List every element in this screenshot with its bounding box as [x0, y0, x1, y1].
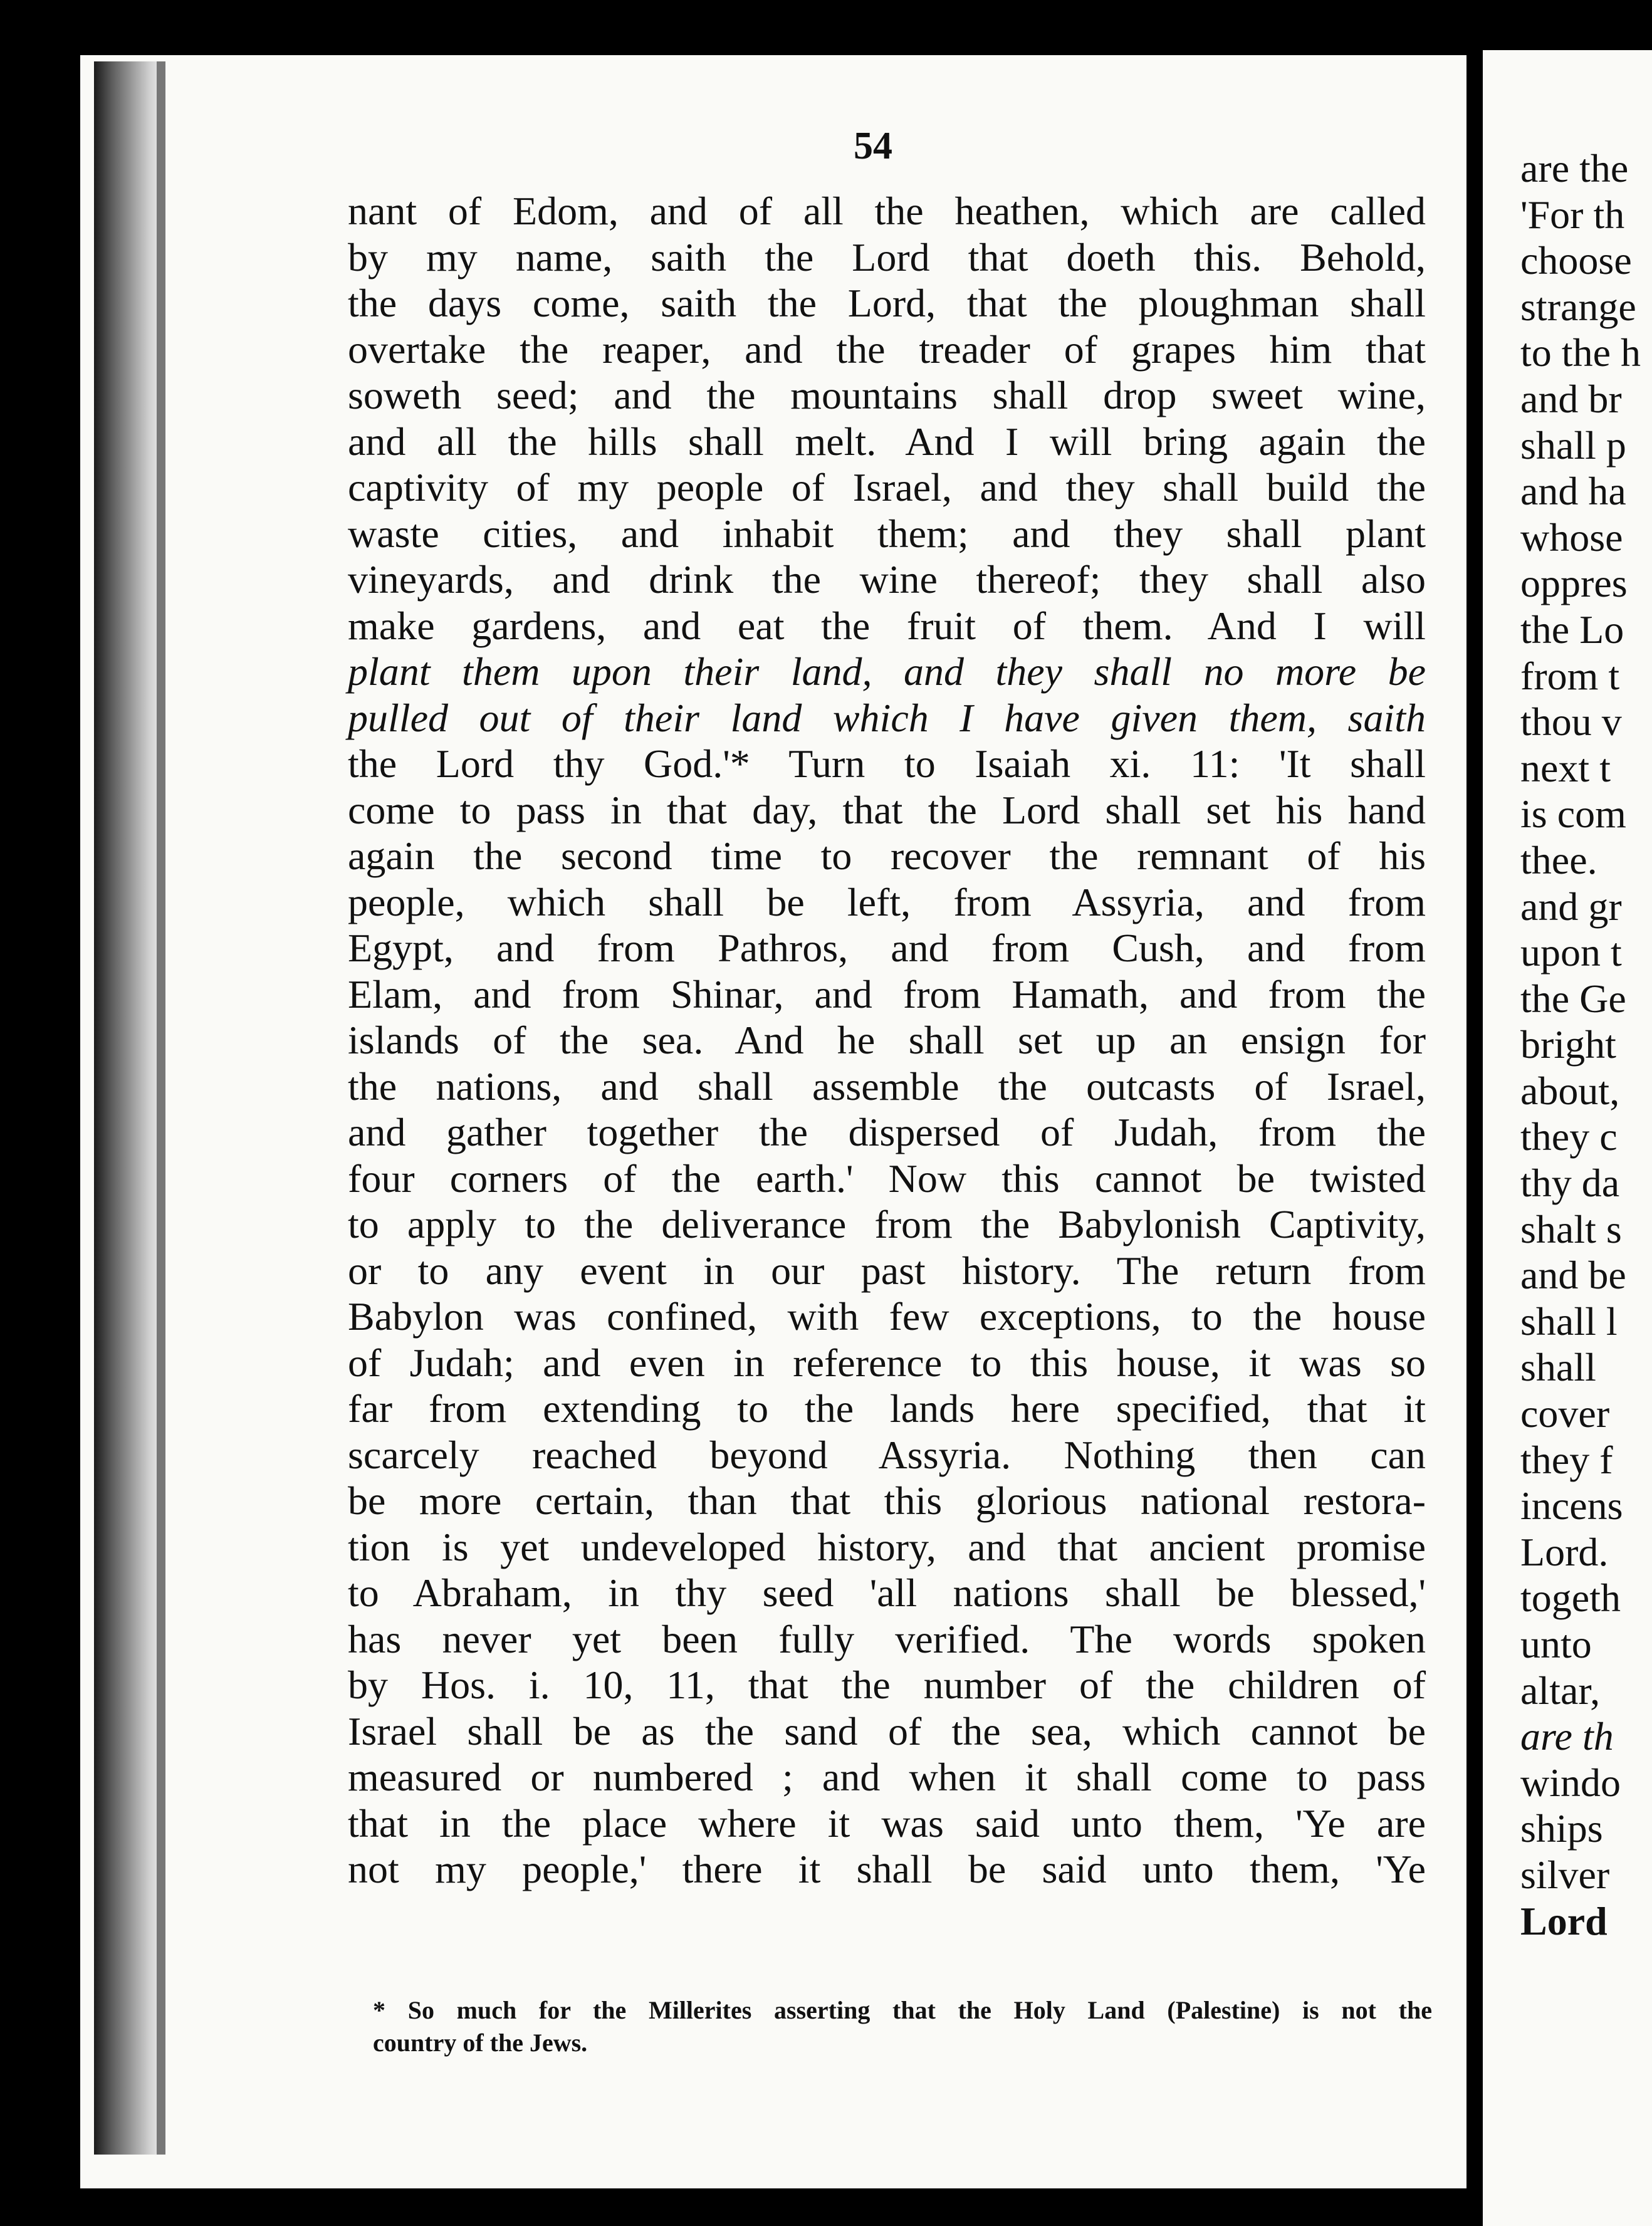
- right-text-line: altar,: [1520, 1668, 1601, 1713]
- right-text-line: thee.: [1520, 837, 1597, 882]
- text-line: vineyards, and drink the wine thereof; they shall also: [348, 557, 1426, 602]
- text-line: people, which shall be left, from Assyria, and from: [348, 879, 1426, 924]
- text-line: not my people,' there it shall be said unto them, 'Ye: [348, 1847, 1426, 1891]
- text-line: scarcely reached beyond Assyria. Nothing then can: [348, 1432, 1426, 1477]
- right-text-line: and be: [1520, 1253, 1626, 1298]
- right-text-line: and gr: [1520, 884, 1622, 929]
- text-line: overtake the reaper, and the treader of grapes him that: [348, 327, 1426, 372]
- text-line: and all the hills shall melt. And I will bring again the: [348, 419, 1426, 464]
- right-text-line: they c: [1520, 1114, 1618, 1159]
- right-page-text: [1520, 145, 1652, 1944]
- text-line: islands of the sea. And he shall set up an ensign for: [348, 1018, 1426, 1062]
- text-line: far from extending to the lands here specified, that it: [348, 1386, 1426, 1431]
- page-edge: [157, 61, 165, 2155]
- text-line: again the second time to recover the remnant of his: [348, 833, 1426, 878]
- right-text-line: upon t: [1520, 930, 1622, 975]
- text-line: Babylon was confined, with few exceptions, to the house: [348, 1294, 1426, 1339]
- text-line: by Hos. i. 10, 11, that the number of the children of: [348, 1663, 1426, 1707]
- text-line: tion is yet undeveloped history, and that ancient promise: [348, 1524, 1426, 1569]
- right-text-line: thy da: [1520, 1161, 1620, 1206]
- right-text-line: togeth: [1520, 1575, 1621, 1621]
- text-line: or to any event in our past history. The return from: [348, 1248, 1426, 1293]
- text-line: Egypt, and from Pathros, and from Cush, and from: [348, 926, 1426, 970]
- right-text-line: thou v: [1520, 699, 1622, 745]
- text-line: plant them upon their land, and they shall no more be: [348, 649, 1426, 694]
- text-line: pulled out of their land which I have given them, saith: [348, 695, 1426, 740]
- right-text-line: Lord: [1520, 1898, 1608, 1943]
- text-line: nant of Edom, and of all the heathen, which are called: [348, 189, 1426, 233]
- text-line: come to pass in that day, that the Lord shall set his hand: [348, 787, 1426, 832]
- text-line: by my name, saith the Lord that doeth this. Behold,: [348, 234, 1426, 280]
- right-text-line: are th: [1520, 1714, 1614, 1759]
- right-text-line: shall: [1520, 1345, 1596, 1390]
- book-fold: [1466, 50, 1483, 2193]
- right-text-line: is com: [1520, 792, 1626, 837]
- text-line: Elam, and from Shinar, and from Hamath, and from the: [348, 971, 1426, 1016]
- right-text-line: shall p: [1520, 422, 1626, 468]
- right-text-line: the Lo: [1520, 607, 1624, 652]
- footnote: [373, 1994, 1432, 2059]
- page-gutter-shadow: [94, 61, 163, 2155]
- right-text-line: Lord.: [1520, 1529, 1609, 1574]
- right-text-line: cover: [1520, 1391, 1610, 1436]
- text-line: to Abraham, in thy seed 'all nations shall be blessed,': [348, 1570, 1426, 1615]
- text-line: waste cities, and inhabit them; and they shall plant: [348, 511, 1426, 556]
- right-text-line: and ha: [1520, 469, 1626, 514]
- right-text-line: next t: [1520, 745, 1611, 790]
- text-line: has never yet been fully verified. The words spoken: [348, 1616, 1426, 1661]
- right-text-line: bright: [1520, 1022, 1616, 1067]
- text-line: four corners of the earth.' Now this cannot be twisted: [348, 1156, 1426, 1201]
- right-text-line: oppres: [1520, 561, 1628, 606]
- right-text-line: ships: [1520, 1806, 1603, 1851]
- right-text-line: windo: [1520, 1760, 1621, 1805]
- text-line: that in the place where it was said unto them, 'Ye are: [348, 1800, 1426, 1846]
- right-text-line: choose: [1520, 238, 1632, 283]
- right-text-line: shalt s: [1520, 1206, 1622, 1251]
- right-text-line: to the h: [1520, 330, 1641, 375]
- page-number: 54: [854, 125, 892, 167]
- right-text-line: they f: [1520, 1437, 1613, 1482]
- footnote-line: * So much for the Millerites asserting that the Holy Land (Palestine) is not the: [373, 1996, 1432, 2024]
- text-line: make gardens, and eat the fruit of them. And I will: [348, 603, 1426, 648]
- right-text-line: silver: [1520, 1852, 1610, 1897]
- text-line: soweth seed; and the mountains shall drop sweet wine,: [348, 373, 1426, 417]
- right-text-line: from t: [1520, 653, 1620, 698]
- text-line: measured or numbered ; and when it shall come to pass: [348, 1755, 1426, 1799]
- text-line: the days come, saith the Lord, that the ploughman shall: [348, 281, 1426, 325]
- text-line: to apply to the deliverance from the Babylonish Captivity,: [348, 1202, 1426, 1246]
- right-text-line: about,: [1520, 1068, 1620, 1113]
- footnote-line: country of the Jews.: [373, 2029, 588, 2057]
- right-text-line: shall l: [1520, 1298, 1618, 1344]
- right-text-line: the Ge: [1520, 976, 1626, 1021]
- text-line: the Lord thy God.'* Turn to Isaiah xi. 11: 'It shall: [348, 741, 1426, 786]
- right-text-line: incens: [1520, 1483, 1623, 1528]
- right-text-line: are the: [1520, 146, 1629, 191]
- right-text-line: unto: [1520, 1622, 1592, 1666]
- right-text-line: strange: [1520, 284, 1636, 329]
- text-line: captivity of my people of Israel, and they shall build the: [348, 465, 1426, 509]
- right-text-line: and br: [1520, 376, 1622, 421]
- text-line: the nations, and shall assemble the outcasts of Israel,: [348, 1063, 1426, 1109]
- text-line: of Judah; and even in reference to this house, it was so: [348, 1340, 1426, 1385]
- main-text-block: [348, 188, 1426, 1893]
- text-line: and gather together the dispersed of Judah, from the: [348, 1110, 1426, 1154]
- text-line: be more certain, than that this glorious national restora-: [348, 1478, 1426, 1523]
- right-text-line: 'For th: [1520, 192, 1625, 237]
- right-text-line: whose: [1520, 515, 1623, 560]
- text-line: Israel shall be as the sand of the sea, which cannot be: [348, 1708, 1426, 1753]
